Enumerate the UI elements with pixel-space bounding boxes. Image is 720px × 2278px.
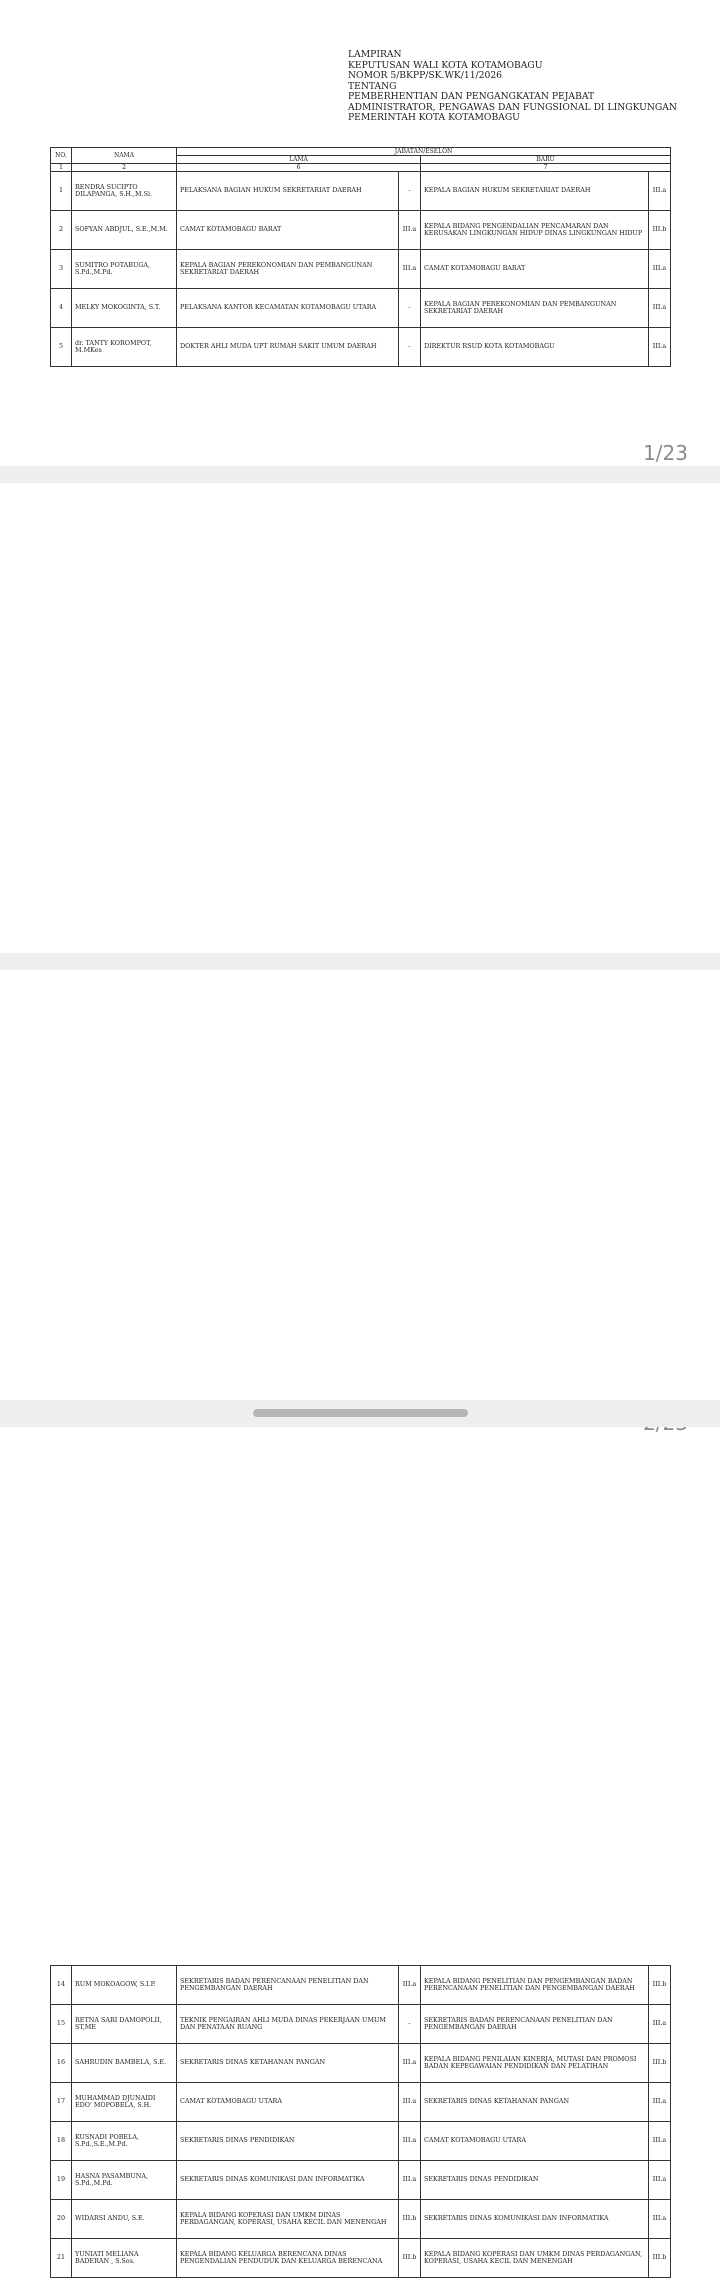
header-line: LAMPIRAN	[348, 49, 402, 60]
header-line: KEPUTUSAN WALI KOTA KOTAMOBAGU	[348, 59, 543, 71]
page-separator	[0, 953, 720, 970]
old-echelon: -	[399, 328, 421, 367]
old-position: SEKRETARIS DINAS KOMUNIKASI DAN INFORMATIKA	[177, 2161, 399, 2200]
col-header-jabatan: JABATAN/ESELON	[177, 148, 671, 156]
table-row	[51, 2005, 671, 2044]
col-index-nama: 2	[72, 164, 177, 172]
document-page-3	[0, 970, 720, 2265]
old-echelon: -	[399, 289, 421, 328]
new-position: KEPALA BIDANG PENILAIAN KINERJA, MUTASI DAN PROMOSI BADAN KEPEGAWAIAN PENDIDIKAN DAN PELATIHAN	[421, 2044, 649, 2083]
row-number: 3	[51, 250, 72, 289]
employee-name: RUM MOKOAGOW, S.I.P.	[72, 1966, 177, 2005]
header-line: PEMBERHENTIAN DAN PENGANGKATAN PEJABAT	[348, 91, 595, 102]
old-echelon: -	[399, 172, 421, 211]
employee-name: MUHAMMAD DJUNAIDI EDO' MOPOBELA, S.H.	[72, 2083, 177, 2122]
row-number: 19	[51, 2161, 72, 2200]
row-number: 2	[51, 211, 72, 250]
row-number: 17	[51, 2083, 72, 2122]
old-position: CAMAT KOTAMOBAGU BARAT	[177, 211, 399, 250]
table-row	[51, 2083, 671, 2122]
old-echelon: III.b	[399, 2200, 421, 2239]
new-position: DIREKTUR RSUD KOTA KOTAMOBAGU	[421, 328, 649, 367]
col-index-lama: 6	[177, 164, 421, 172]
new-position: SEKRETARIS DINAS KETAHANAN PANGAN	[421, 2083, 649, 2122]
new-position: KEPALA BAGIAN HUKUM SEKRETARIAT DAERAH	[421, 172, 649, 211]
table-row	[51, 172, 671, 211]
old-position: SEKRETARIS BADAN PERENCANAAN PENELITIAN DAN PENGEMBANGAN DAERAH	[177, 1966, 399, 2005]
new-position: CAMAT KOTAMOBAGU UTARA	[421, 2122, 649, 2161]
new-echelon: III.b	[649, 211, 671, 250]
document-page-2	[0, 483, 720, 953]
employee-name: RETNA SARI DAMOPOLII, ST,ME	[72, 2005, 177, 2044]
new-position: SEKRETARIS DINAS KOMUNIKASI DAN INFORMATIKA	[421, 2200, 649, 2239]
table-row	[51, 250, 671, 289]
col-header-no: NO.	[51, 148, 72, 164]
new-echelon: III.a	[649, 289, 671, 328]
new-echelon: III.a	[649, 2005, 671, 2044]
table-row	[51, 2161, 671, 2200]
page-number: 1/23	[643, 441, 688, 465]
employee-name: SOFYAN ABDJUL, S.E.,M.M.	[72, 211, 177, 250]
old-echelon: III.a	[399, 2083, 421, 2122]
old-position: PELAKSANA BAGIAN HUKUM SEKRETARIAT DAERAH	[177, 172, 399, 211]
new-position: SEKRETARIS BADAN PERENCANAAN PENELITIAN DAN PENGEMBANGAN DAERAH	[421, 2005, 649, 2044]
table-row	[51, 328, 671, 367]
header-line: PEMERINTAH KOTA KOTAMOBAGU	[348, 112, 520, 123]
new-echelon: III.a	[649, 2083, 671, 2122]
scroll-handle[interactable]	[253, 1409, 468, 1417]
new-echelon: III.a	[649, 2122, 671, 2161]
document-header	[348, 50, 677, 124]
header-line: NOMOR 5/BKPP/SK.WK/11/2026	[348, 70, 503, 81]
new-position: SEKRETARIS DINAS PENDIDIKAN	[421, 2161, 649, 2200]
old-position: PELAKSANA KANTOR KECAMATAN KOTAMOBAGU UTARA	[177, 289, 399, 328]
new-echelon: III.a	[649, 328, 671, 367]
col-index-baru: 7	[421, 164, 671, 172]
employee-name: dr. TANTY KOROMPOT, M.MKes	[72, 328, 177, 367]
old-echelon: -	[399, 2005, 421, 2044]
row-number: 1	[51, 172, 72, 211]
new-echelon: III.a	[649, 172, 671, 211]
table-row	[51, 2239, 671, 2278]
employee-name: YUNIATI MELIANA BADERAN , S.Sos.	[72, 2239, 177, 2278]
old-position: CAMAT KOTAMOBAGU UTARA	[177, 2083, 399, 2122]
new-position: KEPALA BIDANG PENGENDALIAN PENCAMARAN DAN KERUSAKAN LINGKUNGAN HIDUP DINAS LINGKUNGAN HIDUP	[421, 211, 649, 250]
old-position: SEKRETARIS DINAS PENDIDIKAN	[177, 2122, 399, 2161]
new-position: CAMAT KOTAMOBAGU BARAT	[421, 250, 649, 289]
table-row	[51, 2044, 671, 2083]
old-echelon: III.a	[399, 2161, 421, 2200]
header-line: ADMINISTRATOR, PENGAWAS DAN FUNGSIONAL DI LINGKUNGAN	[348, 101, 677, 113]
new-position: KEPALA BIDANG PENELITIAN DAN PENGEMBANGAN BADAN PERENCANAAN PENELITIAN DAN PENGEMBANGAN DAERAH	[421, 1966, 649, 2005]
row-number: 5	[51, 328, 72, 367]
table-row	[51, 1966, 671, 2005]
old-position: TEKNIK PENGAIRAN AHLI MUDA DINAS PEKERJAAN UMUM DAN PENATAAN RUANG	[177, 2005, 399, 2044]
employee-name: HASNA PASAMBUNA, S.Pd.,M.Pd.	[72, 2161, 177, 2200]
old-echelon: III.a	[399, 2122, 421, 2161]
row-number: 18	[51, 2122, 72, 2161]
new-echelon: III.b	[649, 2239, 671, 2278]
table-row	[51, 289, 671, 328]
col-header-baru: BARU	[421, 156, 671, 164]
document-page-1	[0, 0, 720, 466]
employee-name: RENDRA SUCIPTO DILAPANGA, S.H.,M.Si.	[72, 172, 177, 211]
new-echelon: III.a	[649, 2161, 671, 2200]
old-echelon: III.a	[399, 1966, 421, 2005]
row-number: 21	[51, 2239, 72, 2278]
col-header-lama: LAMA	[177, 156, 421, 164]
employee-name: WIDARSI ANDU, S.E.	[72, 2200, 177, 2239]
old-position: KEPALA BIDANG KELUARGA BERENCANA DINAS PENGENDALIAN PENDUDUK DAN KELUARGA BERENCANA	[177, 2239, 399, 2278]
employee-name: SAHRUDIN BAMBELA, S.E.	[72, 2044, 177, 2083]
new-echelon: III.b	[649, 2044, 671, 2083]
new-echelon: III.a	[649, 250, 671, 289]
old-position: DOKTER AHLI MUDA UPT RUMAH SAKIT UMUM DAERAH	[177, 328, 399, 367]
new-echelon: III.a	[649, 2200, 671, 2239]
row-number: 16	[51, 2044, 72, 2083]
table-row	[51, 211, 671, 250]
appointment-table-page-1	[50, 147, 671, 367]
row-number: 4	[51, 289, 72, 328]
employee-name: KUSNADI POBELA, S.Pd.,S.E.,M.Pd.	[72, 2122, 177, 2161]
old-echelon: III.a	[399, 211, 421, 250]
old-echelon: III.b	[399, 2239, 421, 2278]
table-row	[51, 2200, 671, 2239]
new-position: KEPALA BIDANG KOPERASI DAN UMKM DINAS PERDAGANGAN, KOPERASI, USAHA KECIL DAN MENENGAH	[421, 2239, 649, 2278]
new-echelon: III.b	[649, 1966, 671, 2005]
old-echelon: III.a	[399, 2044, 421, 2083]
row-number: 14	[51, 1966, 72, 2005]
old-echelon: III.a	[399, 250, 421, 289]
old-position: SEKRETARIS DINAS KETAHANAN PANGAN	[177, 2044, 399, 2083]
table-row	[51, 2122, 671, 2161]
appointment-table-page-3	[50, 1965, 671, 2278]
col-index-no: 1	[51, 164, 72, 172]
row-number: 20	[51, 2200, 72, 2239]
old-position: KEPALA BIDANG KOPERASI DAN UMKM DINAS PERDAGANGAN, KOPERASI, USAHA KECIL DAN MENENGAH	[177, 2200, 399, 2239]
employee-name: MELKY MOKOGINTA, S.T.	[72, 289, 177, 328]
row-number: 15	[51, 2005, 72, 2044]
old-position: KEPALA BAGIAN PEREKONOMIAN DAN PEMBANGUNAN SEKRETARIAT DAERAH	[177, 250, 399, 289]
employee-name: SUMITRO POTABUGA, S.Pd.,M.Pd.	[72, 250, 177, 289]
header-line: TENTANG	[348, 80, 397, 92]
col-header-nama: NAMA	[72, 148, 177, 164]
new-position: KEPALA BAGIAN PEREKONOMIAN DAN PEMBANGUNAN SEKRETARIAT DAERAH	[421, 289, 649, 328]
page-separator	[0, 466, 720, 483]
